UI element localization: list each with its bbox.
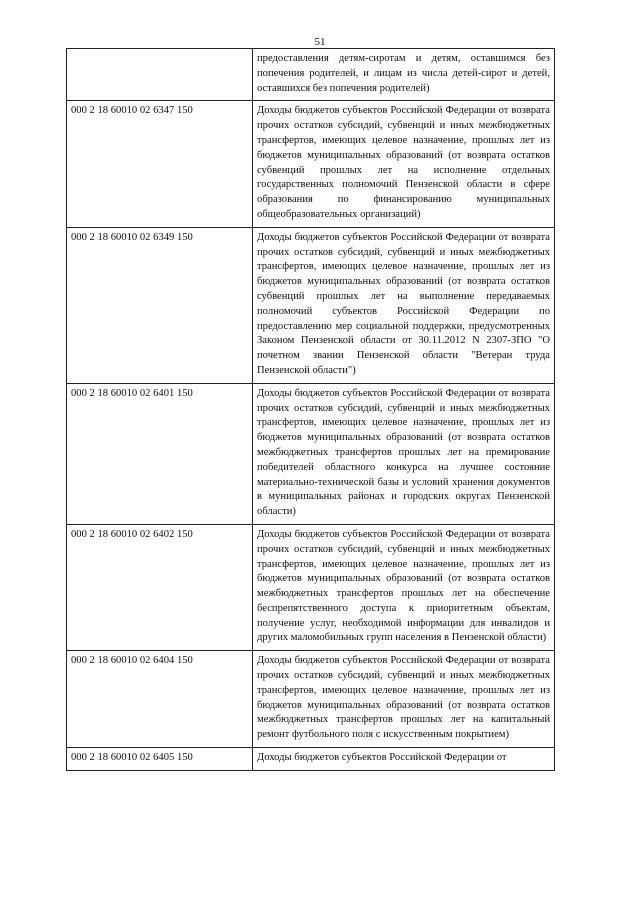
- table-row: [67, 227, 555, 383]
- description-cell: Доходы бюджетов субъектов Российской Федерации от возврата прочих остатков субсидий, субвенций и иных межбюджетных трансфертов, имеющих целевое назначение, прошлых лет из бюджетов муниципальных образований (от возврата остатков межбюджетных трансфертов прошлых лет на капитальный ремонт футбольного поля с искусственным покрытием): [253, 651, 555, 748]
- budget-code-cell: 000 2 18 60010 02 6347 150: [67, 101, 253, 227]
- budget-code-cell: [67, 49, 253, 101]
- table-row: [67, 101, 555, 227]
- description-cell: Доходы бюджетов субъектов Российской Федерации от: [253, 748, 555, 771]
- page-number: 51: [314, 36, 326, 48]
- description-cell: Доходы бюджетов субъектов Российской Федерации от возврата прочих остатков субсидий, субвенций и иных межбюджетных трансфертов, имеющих целевое назначение, прошлых лет из бюджетов муниципальных образований (от возврата остатков межбюджетных трансфертов прошлых лет на обеспечение беспрепятственного доступа к приоритетным объектам, получение услуг, необходимой информации для инвалидов и других маломобильных групп населения в Пензенской области): [253, 524, 555, 650]
- table-row: [67, 748, 555, 771]
- description-cell: Доходы бюджетов субъектов Российской Федерации от возврата прочих остатков субсидий, субвенций и иных межбюджетных трансфертов, имеющих целевое назначение, прошлых лет из бюджетов муниципальных образований (от возврата остатков субвенций прошлых лет на исполнение отдельных государственных полномочий Пензенской области в сфере образования по финансированию муниципальных общеобразовательных организаций): [253, 101, 555, 227]
- budget-code-cell: 000 2 18 60010 02 6401 150: [67, 383, 253, 524]
- budget-code-cell: 000 2 18 60010 02 6349 150: [67, 227, 253, 383]
- table-row: [67, 651, 555, 748]
- revenue-codes-table: [66, 48, 555, 771]
- table-row: [67, 383, 555, 524]
- description-cell: Доходы бюджетов субъектов Российской Федерации от возврата прочих остатков субсидий, субвенций и иных межбюджетных трансфертов, имеющих целевое назначение, прошлых лет из бюджетов муниципальных образований (от возврата остатков субвенций прошлых лет на выполнение передаваемых полномочий субъектов Российской Федерации по предоставлению мер социальной поддержки, предусмотренных Законом Пензенской области от 30.11.2012 N 2307-ЗПО "О почетном звании Пензенской области "Ветеран труда Пензенской области"): [253, 227, 555, 383]
- budget-code-cell: 000 2 18 60010 02 6402 150: [67, 524, 253, 650]
- budget-code-cell: 000 2 18 60010 02 6405 150: [67, 748, 253, 771]
- table-row: [67, 524, 555, 650]
- budget-code-cell: 000 2 18 60010 02 6404 150: [67, 651, 253, 748]
- description-cell: Доходы бюджетов субъектов Российской Федерации от возврата прочих остатков субсидий, субвенций и иных межбюджетных трансфертов, имеющих целевое назначение, прошлых лет из бюджетов муниципальных образований (от возврата остатков межбюджетных трансфертов прошлых лет на премирование победителей областного конкурса на лучшее состояние материально-технической базы и условий хранения документов в муниципальных районах и городских округах Пензенской области): [253, 383, 555, 524]
- table-row: [67, 49, 555, 101]
- description-cell: предоставления детям-сиротам и детям, оставшимся без попечения родителей, и лицам из числа детей-сирот и детей, оставшихся без попечения родителей): [253, 49, 555, 101]
